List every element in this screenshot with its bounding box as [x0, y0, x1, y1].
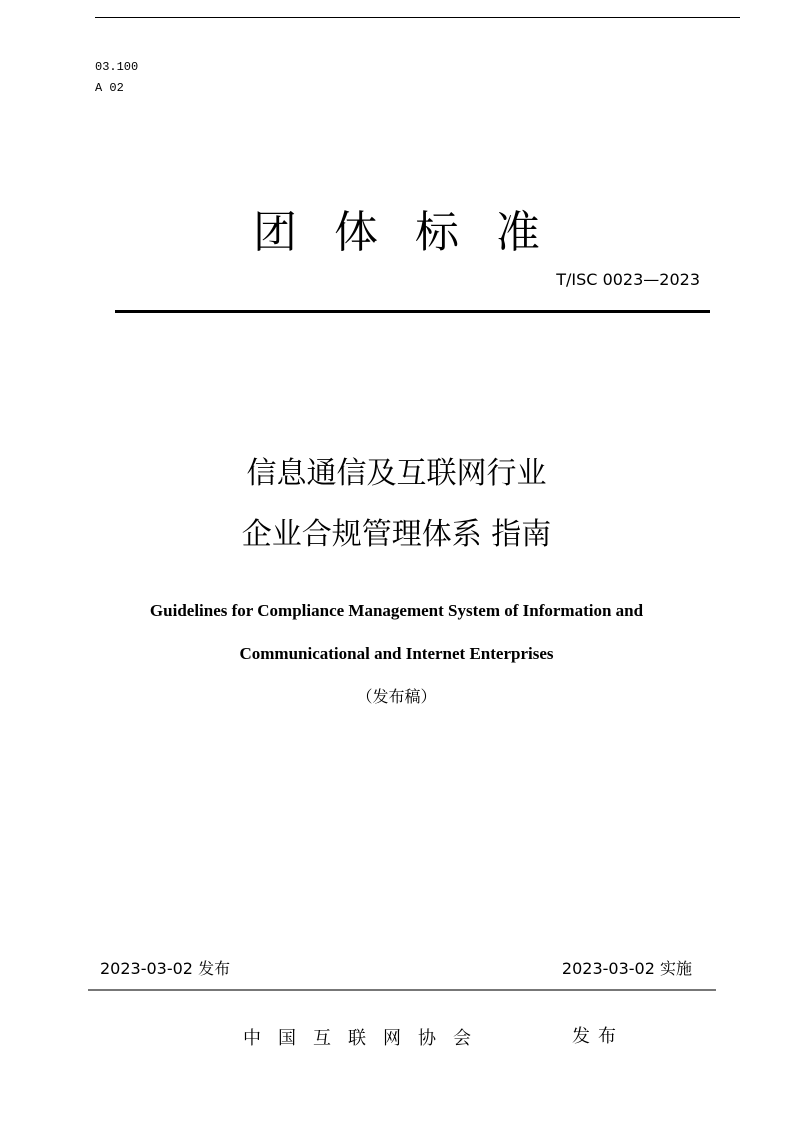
- title-cn-line1: 信息通信及互联网行业: [246, 456, 547, 491]
- standard-number: T/ISC 0023—2023: [556, 270, 700, 289]
- document-type: 团体标准: [253, 207, 577, 258]
- header-rule: [115, 310, 710, 313]
- implement-date: 2023-03-02 实施: [561, 959, 692, 978]
- top-rule: [95, 17, 740, 18]
- publish-date: 2023-03-02 发布: [100, 959, 231, 978]
- publisher-action: 发布: [572, 1026, 624, 1047]
- publisher-org: 中国互联网协会: [243, 1028, 488, 1049]
- ics-code: 03.100: [95, 60, 139, 74]
- title-en-line1: Guidelines for Compliance Management System of Information and: [149, 601, 644, 620]
- footer-rule: [88, 989, 716, 991]
- title-en-line2: Communicational and Internet Enterprises: [239, 644, 554, 663]
- draft-status: （发布稿）: [356, 687, 437, 706]
- ccs-code: A 02: [95, 81, 124, 95]
- title-cn-line2: 企业合规管理体系 指南: [241, 517, 552, 552]
